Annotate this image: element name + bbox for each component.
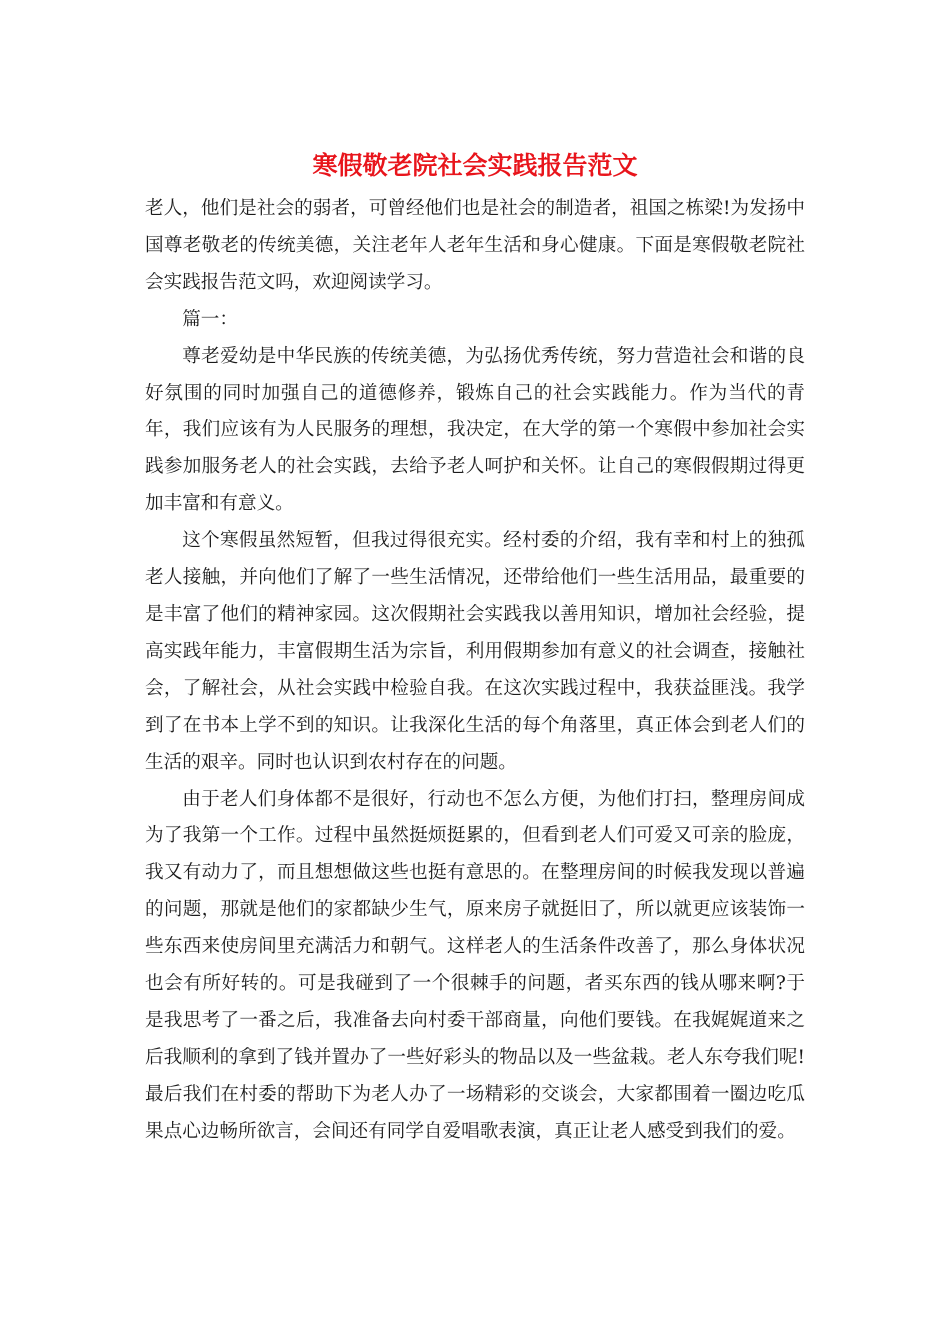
body-paragraph: 由于老人们身体都不是很好，行动也不怎么方便，为他们打扫，整理房间成为了我第一个工作。过程中虽然挺烦挺累的，但看到老人们可爱又可亲的脸庞，我又有动力了，而且想想做这些也挺有意思的。在整理房间的时候我发现以普遍的问题，那就是他们的家都缺少生气，原来房子就挺旧了，所以就更应该装饰一些东西来使房间里充满活力和朝气。这样老人的生活条件改善了，那么身体状况也会有所好转的。可是我碰到了一个很棘手的问题，者买东西的钱从哪来啊?于是我思考了一番之后，我准备去向村委干部商量，向他们要钱。在我娓娓道来之后我顺利的拿到了钱并置办了一些好彩头的物品以及一些盆栽。老人东夸我们呢!最后我们在村委的帮助下为老人办了一场精彩的交谈会，大家都围着一圈边吃瓜果点心边畅所欲言，会间还有同学自爱唱歌表演，真正让老人感受到我们的爱。 <box>145 788 805 1142</box>
document-title: 寒假敬老院社会实践报告范文 <box>312 151 638 180</box>
intro-paragraph: 老人，他们是社会的弱者，可曾经他们也是社会的制造者，祖国之栋梁!为发扬中国尊老敬老的传统美德，关注老年人老年生活和身心健康。下面是寒假敬老院社会实践报告范文吗，欢迎阅读学习。 <box>145 198 805 293</box>
section-heading: 篇一： <box>182 308 238 330</box>
body-paragraph: 尊老爱幼是中华民族的传统美德，为弘扬优秀传统，努力营造社会和谐的良好氛围的同时加强自己的道德修养，锻炼自己的社会实践能力。作为当代的青年，我们应该有为人民服务的理想，我决定，在大学的第一个寒假中参加社会实践参加服务老人的社会实践，去给予老人呵护和关怀。让自己的寒假假期过得更加丰富和有意义。 <box>145 345 805 515</box>
body-paragraph: 这个寒假虽然短暂，但我过得很充实。经村委的介绍，我有幸和村上的独孤老人接触，并向他们了解了一些生活情况，还带给他们一些生活用品，最重要的是丰富了他们的精神家园。这次假期社会实践我以善用知识，增加社会经验，提高实践年能力，丰富假期生活为宗旨，利用假期参加有意义的社会调查，接触社会，了解社会，从社会实践中检验自我。在这次实践过程中，我获益匪浅。我学到了在书本上学不到的知识。让我深化生活的每个角落里，真正体会到老人们的生活的艰辛。同时也认识到农村存在的问题。 <box>145 530 805 773</box>
document-body <box>145 191 805 1151</box>
